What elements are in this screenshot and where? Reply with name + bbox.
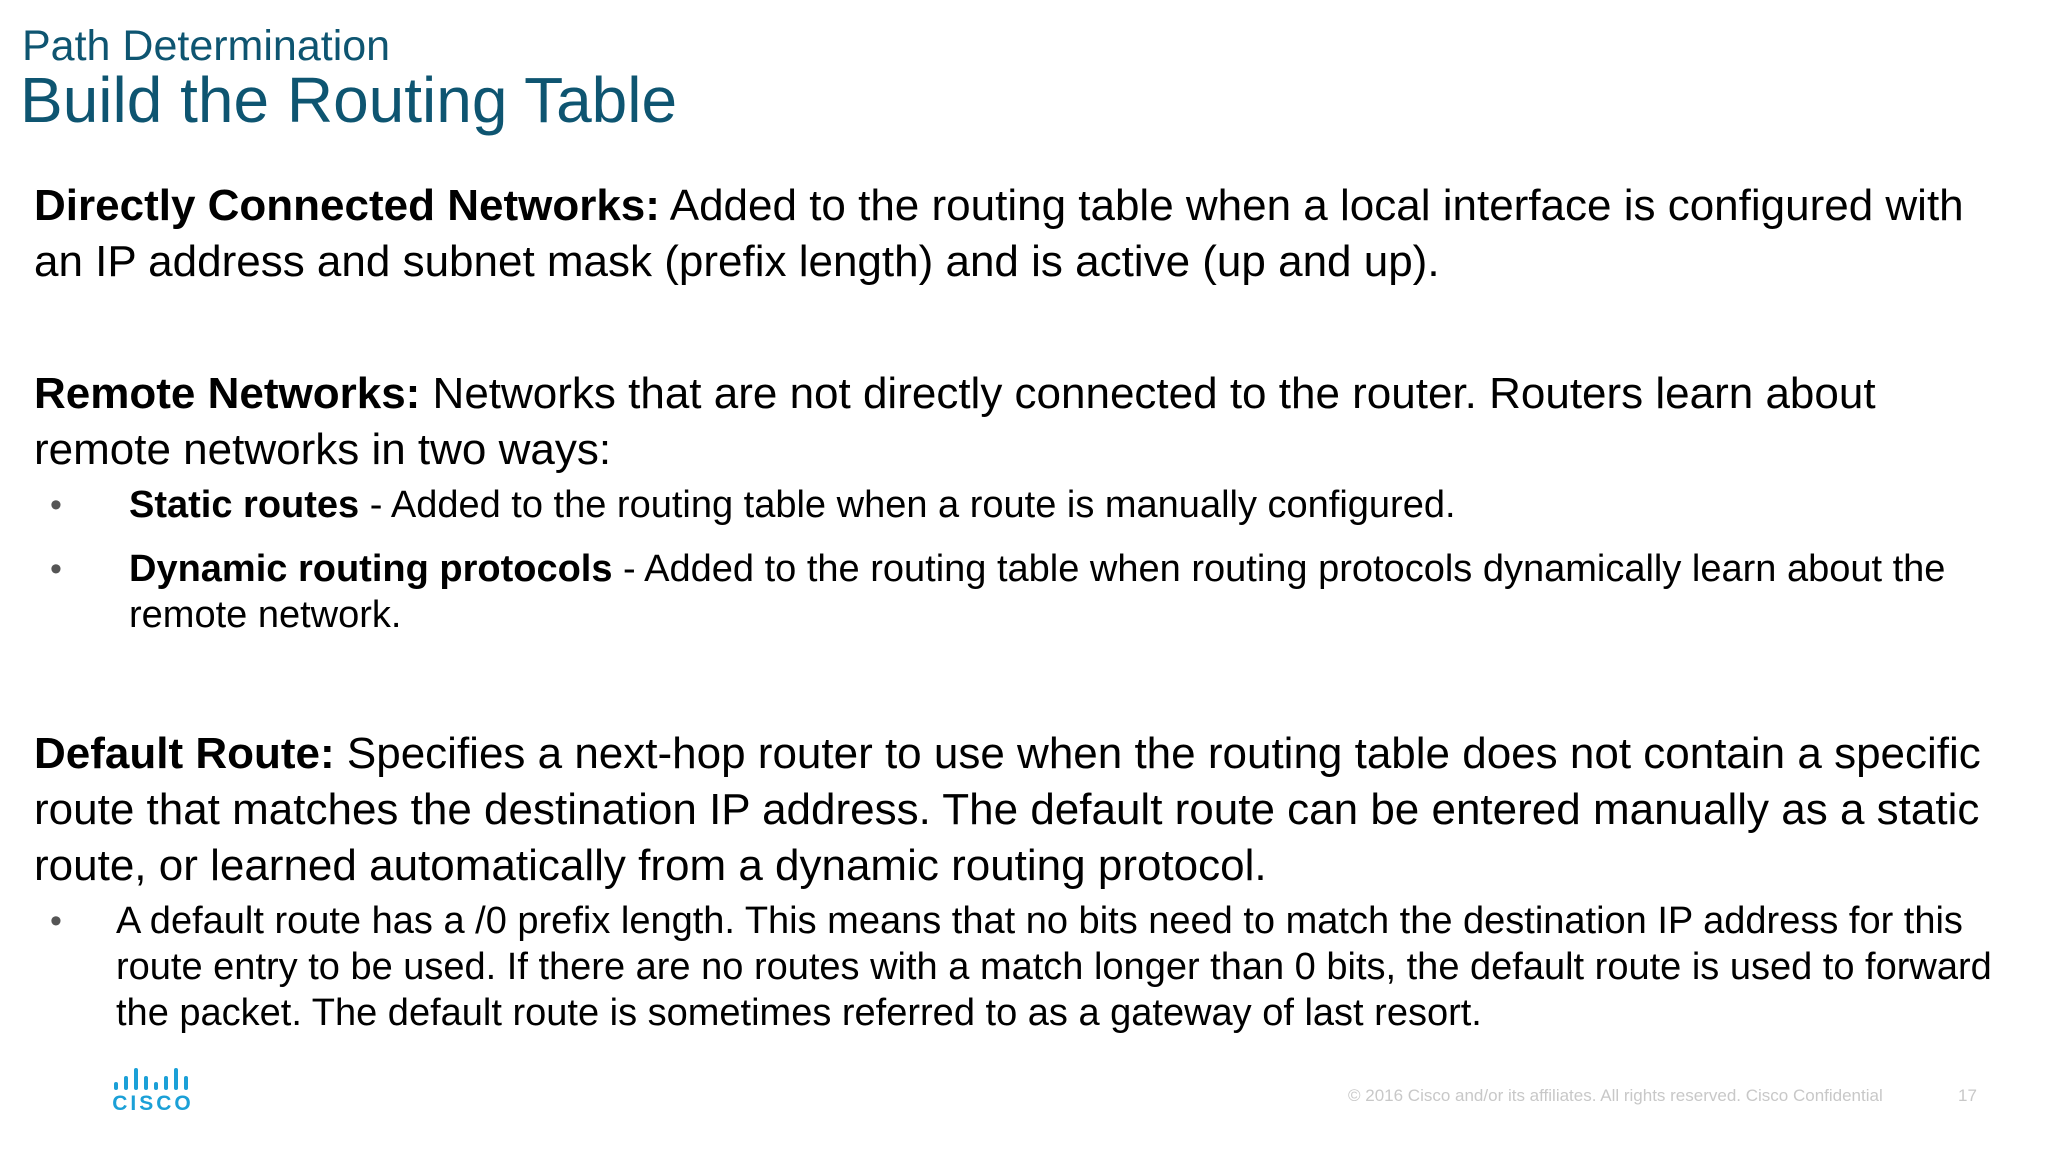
- footer-copyright: © 2016 Cisco and/or its affiliates. All rights reserved. Cisco Confidential: [1348, 1086, 1883, 1105]
- remote-networks-term: Remote Networks:: [34, 369, 421, 418]
- directly-connected-text: Added to the routing table when a local interface is configured with an IP address and subnet mask (prefix length) and is active (up and up).: [34, 181, 1964, 286]
- default-route-term: Default Route:: [34, 729, 335, 778]
- default-route-bullet-text: A default route has a /0 prefix length. This means that no bits need to match the destination IP address for this route entry to be used. If there are no routes with a match longer than 0 bits, the default route is used to forward the packet. The default route is sometimes referred to as a gateway of last resort.: [116, 900, 1992, 1034]
- dynamic-routing-text: - Added to the routing table when routing protocols dynamically learn about the remote network.: [129, 548, 1946, 636]
- list-item: [34, 482, 2024, 528]
- list-item: [34, 898, 2024, 1036]
- directly-connected-paragraph: [34, 178, 2024, 290]
- default-route-paragraph: [34, 726, 2024, 894]
- slide-title: Build the Routing Table: [20, 64, 678, 136]
- bullet-icon: •: [50, 902, 62, 940]
- cisco-logo-text: CISCO: [112, 1092, 194, 1115]
- bullet-icon: •: [50, 486, 62, 524]
- page-number: 17: [1958, 1086, 1977, 1105]
- cisco-logo: [112, 1068, 194, 1114]
- remote-networks-text: Networks that are not directly connected to the router. Routers learn about remote networks in two ways:: [34, 369, 1876, 474]
- default-route-text: Specifies a next-hop router to use when the routing table does not contain a specific route that matches the destination IP address. The default route can be entered manually as a static route, or learned automatically from a dynamic routing protocol.: [34, 729, 1981, 890]
- slide-body: [34, 178, 2024, 1054]
- list-item: [34, 546, 2024, 638]
- static-routes-term: Static routes: [129, 484, 360, 526]
- static-routes-text: - Added to the routing table when a route is manually configured.: [359, 484, 1456, 526]
- cisco-logo-bars-icon: [114, 1068, 192, 1090]
- slide-subtitle: Path Determination: [22, 22, 391, 70]
- default-route-list: [34, 898, 2024, 1036]
- remote-networks-list: [34, 482, 2024, 638]
- remote-networks-paragraph: [34, 366, 2024, 478]
- bullet-icon: •: [50, 550, 62, 588]
- dynamic-routing-term: Dynamic routing protocols: [129, 548, 613, 590]
- directly-connected-term: Directly Connected Networks:: [34, 181, 660, 230]
